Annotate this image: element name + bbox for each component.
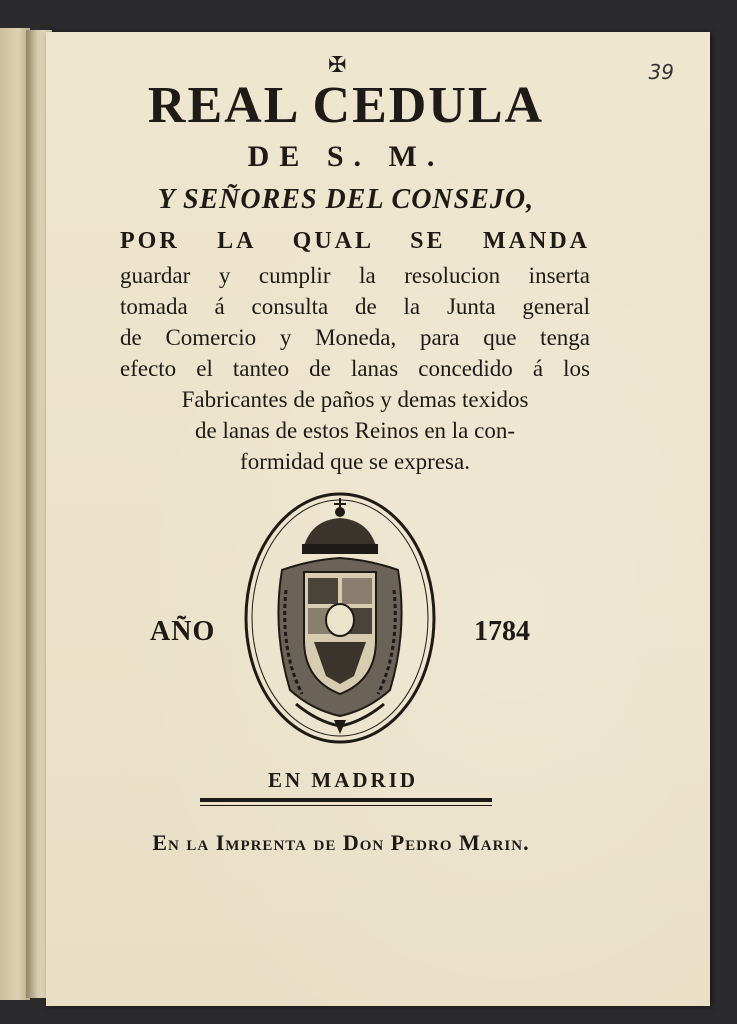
cross-ornament-icon: ✠: [328, 52, 347, 77]
council-line: Y SEÑORES DEL CONSEJO,: [157, 184, 535, 215]
body-line: Fabricantes de paños y demas texidos: [181, 387, 529, 412]
year-label: AÑO: [150, 616, 216, 647]
printer-imprint: En la Imprenta de Don Pedro Marin.: [152, 830, 530, 855]
divider-rule: [200, 798, 492, 802]
divider-rule-thin: [200, 805, 492, 806]
body-line: de Comercio y Moneda, para que tenga: [120, 325, 590, 350]
folio-number: 39: [648, 60, 674, 84]
document-subtitle: DE S. M.: [247, 140, 445, 173]
body-line: de lanas de estos Reinos en la con-: [195, 418, 515, 443]
body-line: formidad que se expresa.: [240, 449, 470, 474]
mandate-line: POR LA QUAL SE MANDA: [120, 228, 590, 254]
royal-coat-of-arms-icon: [242, 490, 438, 746]
title-page: [46, 32, 710, 1006]
document-title: REAL CEDULA: [147, 77, 545, 134]
year-value: 1784: [474, 616, 530, 647]
body-line: efecto el tanteo de lanas concedido á los: [120, 356, 590, 381]
publication-city: EN MADRID: [267, 768, 419, 792]
body-line: guardar y cumplir la resolucion inserta: [120, 263, 590, 288]
body-line: tomada á consulta de la Junta general: [120, 294, 590, 319]
body-text: [120, 260, 590, 477]
